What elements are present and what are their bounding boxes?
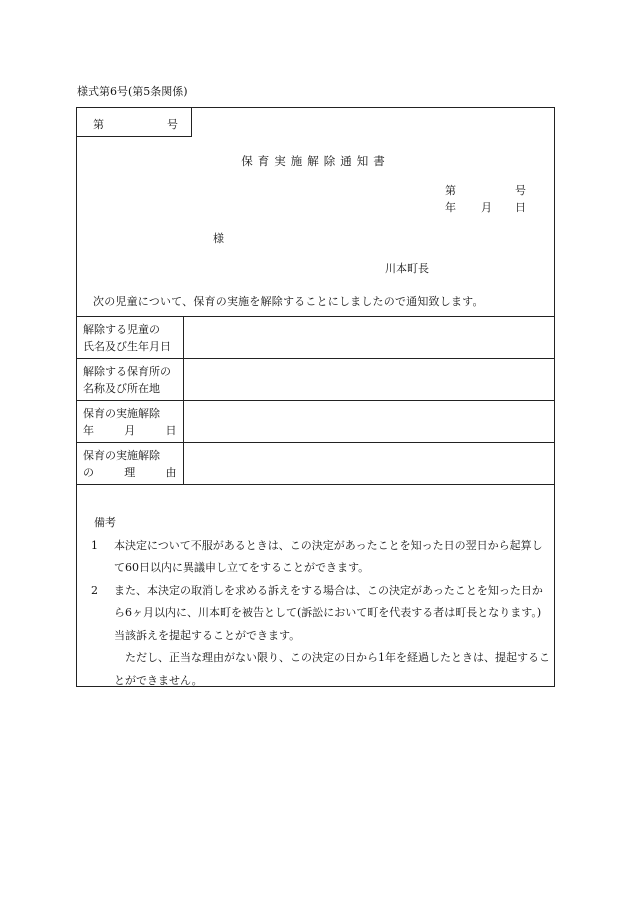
label-line [83, 422, 177, 439]
label-part: 年 [83, 423, 94, 437]
table-row [77, 443, 554, 485]
label-line: 解除する児童の [83, 322, 160, 336]
label-part: 日 [165, 423, 177, 437]
notice-text: 次の児童について、保育の実施を解除することにしましたので通知致します。 [93, 295, 484, 308]
number-box-suffix: 号 [167, 118, 178, 131]
form-identifier: 様式第6号(第5条関係) [77, 85, 188, 98]
row-label [77, 401, 183, 443]
label-line: 氏名及び生年月日 [83, 339, 171, 353]
label-line: 保育の実施解除 [83, 448, 160, 462]
remark-item [91, 580, 551, 648]
remark-number: 1 [91, 538, 98, 552]
remark-proviso: ただし、正当な理由がない限り、この決定の日から1年を経過したときは、提起することができません。 [114, 651, 550, 687]
row-value-field[interactable] [183, 443, 554, 485]
row-label [77, 359, 183, 401]
details-table [77, 316, 554, 485]
label-line: 保育の実施解除 [83, 406, 160, 420]
number-box-prefix: 第 [93, 118, 104, 131]
row-label [77, 443, 183, 485]
label-part: 理 [124, 465, 136, 479]
label-line [83, 464, 177, 481]
document-number-box [77, 108, 192, 137]
doc-number-prefix: 第 [445, 184, 456, 197]
label-line: 名称及び所在地 [83, 381, 160, 395]
row-value-field[interactable] [183, 317, 554, 359]
row-value-field[interactable] [183, 359, 554, 401]
remarks-heading: 備考 [94, 516, 116, 529]
notice-form-frame [76, 107, 555, 687]
label-part: の [83, 465, 94, 479]
row-label [77, 317, 183, 359]
remark-number: 2 [91, 583, 98, 597]
document-title: 保育実施解除通知書 [241, 154, 390, 168]
remarks-section [91, 512, 551, 692]
remark-text: また、本決定の取消しを求める訴えをする場合は、この決定があったことを知った日から6ヶ月以内に、川本町を被告として(訴訟において町を代表する者は町長となります。)当該訴えを提起することができます。 [114, 583, 543, 642]
date-month: 月 [481, 201, 492, 214]
date-day: 日 [515, 201, 526, 214]
table-row [77, 359, 554, 401]
addressee-suffix: 様 [213, 232, 224, 245]
table-row [77, 317, 554, 359]
label-part: 月 [124, 423, 136, 437]
table-row [77, 401, 554, 443]
issuer-name: 川本町長 [385, 262, 429, 275]
remark-text: 本決定について不服があるときは、この決定があったことを知った日の翌日から起算して60日以内に異議申し立てをすることができます。 [114, 538, 543, 574]
doc-number-suffix: 号 [515, 184, 526, 197]
label-part: 由 [165, 465, 177, 479]
row-value-field[interactable] [183, 401, 554, 443]
date-year: 年 [445, 201, 456, 214]
remark-item [91, 535, 551, 580]
label-line: 解除する保育所の [83, 364, 171, 378]
